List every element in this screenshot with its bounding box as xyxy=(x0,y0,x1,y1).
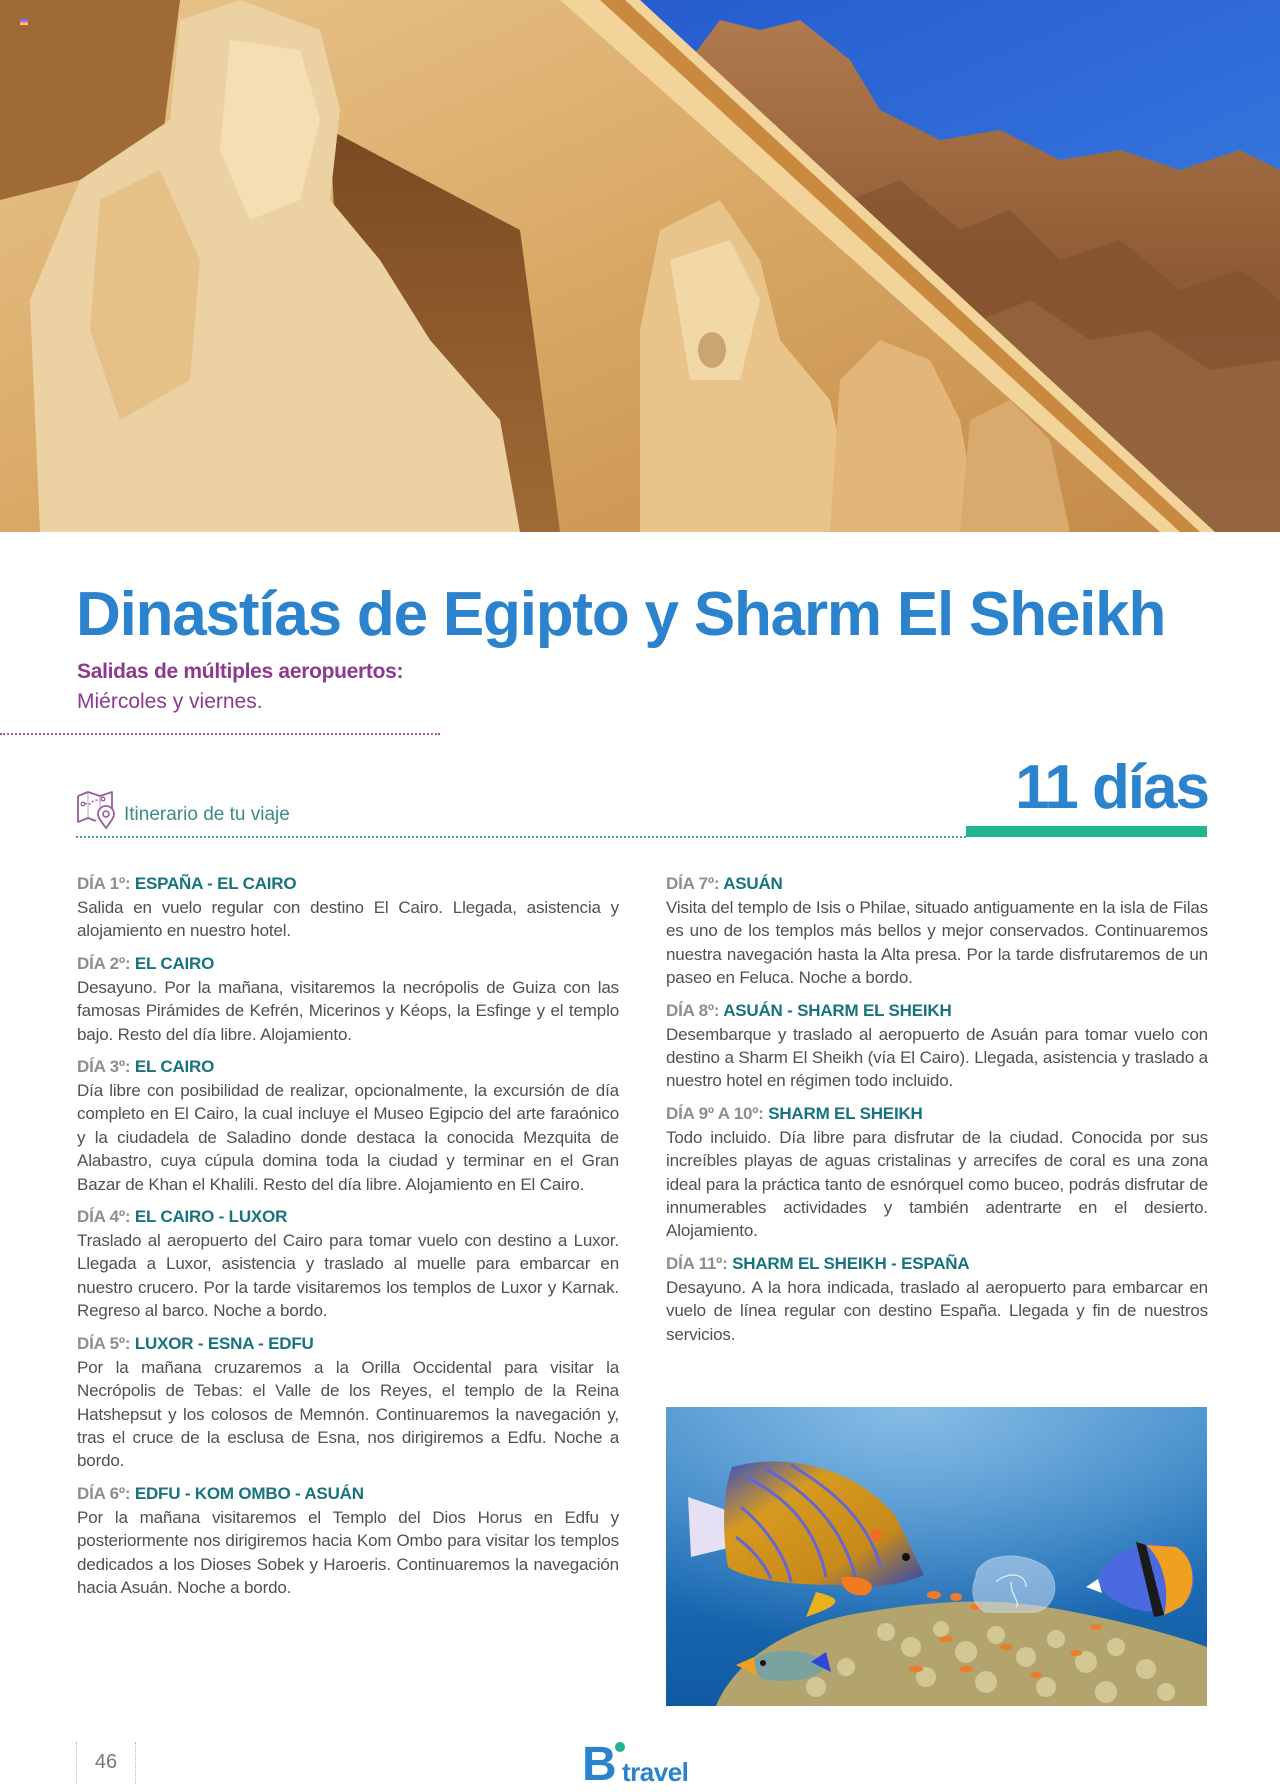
day-heading: DÍA 8º: ASUÁN - SHARM EL SHEIKH xyxy=(666,1000,952,1020)
itinerary-column-right xyxy=(666,872,1208,1355)
page-number-box xyxy=(76,1742,136,1784)
day-description: Salida en vuelo regular con destino El Cairo. Llegada, asistencia y alojamiento en nuestro hotel. xyxy=(77,898,619,941)
temple-statues-illustration xyxy=(0,0,1280,532)
day-entry xyxy=(77,1205,619,1323)
btravel-logo xyxy=(582,1738,702,1791)
day-heading: DÍA 4º: EL CAIRO - LUXOR xyxy=(77,1207,288,1227)
day-heading: DÍA 9º A 10º: SHARM EL SHEIKH xyxy=(666,1103,923,1123)
day-description: Día libre con posibilidad de realizar, opcionalmente, la excursión de día completo en El Cairo, la cual incluye el Museo Egipcio del arte faraónico y la ciudadela de Saladino donde destaca la conocida Mezquita de Alabastro, cuya cúpula domina toda la ciudad y terminar en el Gran Bazar de Khan el Khalili. Resto del día libre. Alojamiento en El Cairo. xyxy=(77,1081,619,1194)
day-entry xyxy=(77,1482,619,1600)
day-entry xyxy=(77,952,619,1046)
map-pin-icon xyxy=(76,790,118,830)
page-title: Dinastías de Egipto y Sharm El Sheikh xyxy=(76,580,1166,649)
day-entry xyxy=(77,1055,619,1196)
day-heading: DÍA 2º: EL CAIRO xyxy=(77,953,215,973)
day-description: Desayuno. A la hora indicada, traslado al aeropuerto para embarcar en vuelo de línea regular con destino España. Llegada y fin de nuestros servicios. xyxy=(666,1277,1208,1344)
divider-dotted xyxy=(0,733,440,735)
day-entry xyxy=(666,1252,1208,1346)
day-description: Todo incluido. Día libre para disfrutar de la ciudad. Conocida por sus increíbles playas de aguas cristalinas y arrecifes de coral es una zona ideal para la práctica tanto de esnórquel como buceo, podrás disfrutar de innumerables actividades y también adentrarte en el desierto. Alojamiento. xyxy=(666,1127,1208,1241)
day-description: Por la mañana visitaremos el Templo del Dios Horus en Edfu y posteriormente nos dirigiremos hacia Kom Ombo para visitar los templos dedicados a los Dioses Sobek y Haroeris. Continuaremos la navegación hacia Asuán. Noche a bordo. xyxy=(77,1507,619,1597)
day-heading: DÍA 5º: LUXOR - ESNA - EDFU xyxy=(77,1333,314,1353)
flag-icon xyxy=(20,19,28,25)
duration-underline xyxy=(966,826,1207,837)
coral-reef-photo xyxy=(666,1407,1207,1706)
hero-image xyxy=(0,0,1280,532)
reef-fish-illustration xyxy=(666,1407,1207,1706)
day-description: Por la mañana cruzaremos a la Orilla Occidental para visitar la Necrópolis de Tebas: el Valle de los Reyes, el templo de la Reina Hatshepsut y los colosos de Memnón. Continuaremos la navegación y, tras el cruce de la esclusa de Esna, nos dirigiremos a Edfu. Noche a bordo. xyxy=(77,1357,619,1471)
day-description: Desayuno. Por la mañana, visitaremos la necrópolis de Guiza con las famosas Pirámides de Kefrén, Micerinos y Kéops, la Esfinge y el templo bajo. Resto del día libre. Alojamiento. xyxy=(77,977,619,1044)
day-entry xyxy=(666,1102,1208,1243)
departures-value: Miércoles y viernes. xyxy=(77,690,263,713)
day-entry xyxy=(666,999,1208,1093)
duration-badge: 11 días xyxy=(1015,753,1208,822)
departures-label: Salidas de múltiples aeropuertos: xyxy=(77,660,404,683)
page-number: 46 xyxy=(94,1751,118,1773)
day-entry xyxy=(77,1332,619,1473)
day-description: Traslado al aeropuerto del Cairo para tomar vuelo con destino a Luxor. Llegada a Luxor, asistencia y traslado al muelle para embarcar en nuestro crucero. Por la tarde visitaremos los templos de Luxor y Karnak. Regreso al barco. Noche a bordo. xyxy=(77,1231,619,1321)
itinerary-label: Itinerario de tu viaje xyxy=(124,804,290,825)
day-heading: DÍA 1º: ESPAÑA - EL CAIRO xyxy=(77,874,297,893)
divider-dotted xyxy=(76,836,966,838)
logo-text: travel xyxy=(622,1757,689,1787)
logo-dot-icon xyxy=(615,1742,625,1752)
day-heading: DÍA 11º: SHARM EL SHEIKH - ESPAÑA xyxy=(666,1253,970,1273)
day-description: Desembarque y traslado al aeropuerto de Asuán para tomar vuelo con destino a Sharm El Sheikh (vía El Cairo). Llegada, asistencia y traslado a nuestro hotel en régimen todo incluido. xyxy=(666,1024,1208,1091)
day-heading: DÍA 7º: ASUÁN xyxy=(666,874,783,893)
itinerary-column-left xyxy=(77,872,619,1608)
day-description: Visita del templo de Isis o Philae, situado antiguamente en la isla de Filas es uno de los templos más bellos y mejor conservados. Continuaremos nuestra navegación hasta la Alta presa. Por la tarde disfrutaremos de un paseo en Feluca. Noche a bordo. xyxy=(666,898,1208,988)
day-heading: DÍA 3º: EL CAIRO xyxy=(77,1057,215,1077)
logo-letter: B xyxy=(582,1738,615,1791)
day-entry xyxy=(77,872,619,943)
day-entry xyxy=(666,872,1208,990)
day-heading: DÍA 6º: EDFU - KOM OMBO - ASUÁN xyxy=(77,1483,364,1503)
